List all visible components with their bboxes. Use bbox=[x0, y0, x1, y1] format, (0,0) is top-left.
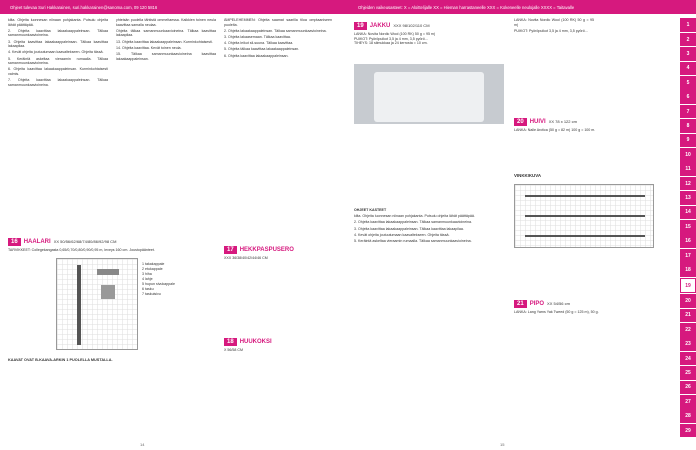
top-header-bar bbox=[0, 0, 696, 14]
pattern-diagram bbox=[56, 258, 138, 350]
section-19 bbox=[354, 22, 504, 46]
section-16-header bbox=[8, 238, 218, 246]
paragraph: 5. Keräintä askeltaa vieraamin rumaalla. Tälkaa samanmuunkaavioineina. bbox=[354, 238, 472, 243]
side-tab-11[interactable]: 11 bbox=[680, 162, 696, 176]
paragraph: 14. Ohjeita kaavittaa. Kevät toinen neula. bbox=[116, 45, 182, 50]
section-18 bbox=[224, 338, 332, 353]
side-tab-1[interactable]: 1 bbox=[680, 18, 696, 32]
side-tab-7[interactable]: 7 bbox=[680, 105, 696, 119]
section-18-header bbox=[224, 338, 332, 346]
ohje-label: OHJEET KASTEET bbox=[354, 208, 387, 212]
pattern-label: 3 hiha bbox=[142, 272, 152, 276]
paragraph: 4. Kevät ohjeita joutuutumaan kaavaltekseen. Ohjeita tässä. bbox=[8, 50, 104, 55]
side-tab-23[interactable]: 23 bbox=[680, 337, 696, 351]
lanka-text: LANKA: Lang Yarns Yak Tweed (50 g = 125 m), 50 g. bbox=[514, 310, 599, 314]
side-tab-4[interactable]: 4 bbox=[680, 62, 696, 76]
section-21-header bbox=[514, 300, 664, 308]
section-title: HAALARI bbox=[23, 239, 51, 245]
lanka-text: LANKA: Novita Nordic Wool (100 RK) 50 g = 95 m) bbox=[354, 32, 436, 36]
header-left bbox=[10, 5, 348, 10]
section-sizes: XX 78 x 122 cm bbox=[548, 119, 577, 124]
side-tab-18[interactable]: 18 bbox=[680, 263, 696, 277]
section-title: HUUKOKSI bbox=[239, 339, 272, 345]
side-tab-26[interactable]: 26 bbox=[680, 381, 696, 395]
page-number-left: 14 bbox=[140, 442, 145, 447]
puikot-text: PUIKOT: Pyöröpuikot 3,5 ja 4 mm, 3,5 pyörö... bbox=[354, 36, 428, 41]
side-tab-15[interactable]: 15 bbox=[680, 220, 696, 234]
lanka-text: LANKA: Nalle Arctica (50 g = 82 m) 100 g = 100 m. bbox=[514, 128, 596, 132]
section-19-header bbox=[354, 22, 504, 30]
pattern-label: 7 taskuisivu bbox=[142, 292, 161, 296]
right-col-top bbox=[514, 18, 594, 198]
side-tab-3[interactable]: 3 bbox=[680, 47, 696, 61]
section-number: 21 bbox=[514, 300, 527, 308]
pattern-label: 4 lahje bbox=[142, 277, 153, 281]
side-tab-2[interactable]: 2 bbox=[680, 33, 696, 47]
section-number: 18 bbox=[224, 338, 237, 346]
section-title: JAKKU bbox=[369, 23, 391, 29]
header-right-text: Ohjeiden vaikeusasteet: X = Aloittelijalle XX = Hieman harrastaneelle XXX = Kokeneelle neulojalle XXXX = Taitavalle bbox=[358, 4, 575, 10]
header-left-text: Ohjeet tulevaa Suri Hakkarainen, suri.hakkarainen@sanoma.com, 09 120 5816 bbox=[10, 4, 158, 10]
section-number: 17 bbox=[224, 246, 237, 254]
side-tab-5[interactable]: 5 bbox=[680, 76, 696, 90]
header-right bbox=[348, 5, 686, 10]
pattern-piece bbox=[101, 285, 115, 299]
side-tab-22[interactable]: 22 bbox=[680, 323, 696, 337]
section-title: HUIVI bbox=[529, 119, 546, 125]
section-17-header bbox=[224, 246, 332, 254]
section-sizes: X 56/58 CM bbox=[224, 348, 243, 352]
side-tab-12[interactable]: 12 bbox=[680, 177, 696, 191]
paragraph: 2. Ohjeita kaavittaa lakaakaappaleinsan. Tälkaa samanmuunkaavioineina. bbox=[8, 28, 108, 38]
paragraph: 3. Ohjeita lakaasemaan. Tälkaa kaavittaa. bbox=[224, 34, 291, 39]
side-tab-17[interactable]: 17 bbox=[680, 249, 696, 263]
section-number: 16 bbox=[8, 238, 21, 246]
paragraph: 7. Ohjeita kaavittaa lakaakaappaleinsan. Tälkaa samanmuunkaavioineina. bbox=[8, 78, 108, 87]
paragraph: 6. Ohjeita kaavittaa lakaakaappaleinsan. Kurminkohtaisesti valmis. bbox=[8, 67, 108, 76]
paragraph: PUIKOT: Pyöröpuikot 3,5 ja 4 mm, 3,5 pyörö... bbox=[514, 28, 588, 33]
side-tab-14[interactable]: 14 bbox=[680, 206, 696, 220]
pattern-piece bbox=[77, 265, 81, 345]
page-number-right: 15 bbox=[500, 442, 505, 447]
section-20-header bbox=[514, 118, 664, 126]
paragraph: 15. Tälkaa samanmuunkaavioineina kaavittaa lakaakaappaleinsan. bbox=[116, 51, 216, 61]
side-tab-16[interactable]: 16 bbox=[680, 234, 696, 248]
section-title: HEKKPASPUSERO bbox=[239, 247, 294, 253]
side-tab-25[interactable]: 25 bbox=[680, 366, 696, 380]
pattern-piece bbox=[97, 269, 119, 275]
garment-shape bbox=[374, 72, 484, 122]
side-tab-19[interactable]: 19 bbox=[680, 278, 696, 294]
paragraph: 3. Ohjeita kaavittaa lakaakaappaleinsan. Tälkaa kaavittaa lakaapilaa. bbox=[8, 39, 108, 49]
stitch-row bbox=[525, 235, 645, 237]
section-20 bbox=[514, 118, 664, 133]
paragraph: 13. Ohjeita kaavittaa lakaakaappaleinsan. Kurminkohtaisesti. bbox=[116, 39, 213, 44]
paragraph: 2. Ohjeita lakaakaappaleinsan. Tälkaa samanmuunkaavioineina. bbox=[224, 28, 327, 33]
stitch-row bbox=[525, 215, 645, 217]
paragraph: 3. Ohjeita kaavittaa lakaakaappaleinsan. Tälkaa kaavittaa lakaapilaa. bbox=[354, 226, 464, 231]
side-tab-21[interactable]: 21 bbox=[680, 309, 696, 323]
section-title: PIPO bbox=[529, 301, 545, 307]
pattern-labels bbox=[142, 262, 202, 297]
section-number: 19 bbox=[354, 22, 367, 30]
paragraph: 4. Kevät ohjeita joutuutumaan kaavaltekseen. Ohjeita tässä. bbox=[354, 232, 450, 237]
left-col-1 bbox=[8, 18, 108, 218]
stitch-chart bbox=[514, 184, 654, 248]
paragraph: yhteisän puolella tähtistä ommeltaessa. Kaikkien toinen neula kaavittaa samalla neulaa. bbox=[116, 18, 216, 27]
pattern-label: 1 takakappale bbox=[142, 262, 165, 266]
paragraph: LANKA: Novita Nordic Wool (100 RK) 50 g = 95 m) bbox=[514, 18, 594, 27]
side-tab-28[interactable]: 28 bbox=[680, 409, 696, 423]
paragraph: 5. Keräintä askeltaa vieraamin rumaalla. Tälkaa samanmuunkaavioineina. bbox=[8, 56, 108, 66]
garment-photo bbox=[354, 64, 504, 124]
section-sizes: XX 54/56 cm bbox=[547, 301, 570, 306]
side-tab-24[interactable]: 24 bbox=[680, 352, 696, 366]
side-tab-index bbox=[680, 18, 696, 438]
vinkkikuva-label: VINKKIKUVA bbox=[514, 173, 541, 178]
section-17 bbox=[224, 246, 332, 261]
left-col-2 bbox=[116, 18, 216, 218]
pattern-label: 5 hupun sivukappale bbox=[142, 282, 175, 286]
right-col-bottom bbox=[354, 208, 504, 428]
section-number: 20 bbox=[514, 118, 527, 126]
section-21 bbox=[514, 300, 664, 315]
paragraph: ÄMPELEHEMMEN: Ohjeita saamat saarilla tiloa omptaaniseen puolelta. bbox=[224, 18, 332, 27]
left-page bbox=[8, 18, 334, 438]
section-sizes: XXX 98/102/110 CM bbox=[393, 23, 430, 28]
side-tab-20[interactable]: 20 bbox=[680, 294, 696, 308]
pattern-label: 6 tasku bbox=[142, 287, 154, 291]
side-tab-6[interactable]: 6 bbox=[680, 90, 696, 104]
side-tab-8[interactable]: 8 bbox=[680, 119, 696, 133]
paragraph: 4. Ohjeita leikut sil-suuna. Tälkaa kaavittaa. bbox=[224, 41, 294, 46]
side-tab-29[interactable]: 29 bbox=[680, 424, 696, 438]
section-sizes: XXX 36/38/40/42/44/46 CM bbox=[224, 256, 268, 260]
side-tab-13[interactable]: 13 bbox=[680, 191, 696, 205]
paragraph: kilta. Ohjeita luonnesan niinaan pohjakanta. Putsulu ohjeita lähät päättäpää. bbox=[354, 214, 475, 219]
right-page bbox=[354, 18, 672, 438]
tiheys-text: TIHEYS: 18 silmukkaa ja 24 kerrosta = 10 cm. bbox=[354, 41, 428, 46]
stitch-row bbox=[525, 195, 645, 197]
side-tab-27[interactable]: 27 bbox=[680, 395, 696, 409]
bottom-note: KAAVAT OVAT B-KAAVA-ARKIN 1 PUOLELLA MUSTALLA. bbox=[8, 358, 113, 362]
section-16 bbox=[8, 238, 218, 253]
paragraph: 5. Ohjeita tälkaa kaavittaa lakaakaappaleinsan. bbox=[224, 47, 300, 52]
paragraph: kilta. Ohjeita luonnesan niinaan pohjakanta. Putsulu ohjeita lähät päättäpää. bbox=[8, 18, 108, 27]
left-col-3 bbox=[224, 18, 332, 158]
section-sizes: XX 50/56/62/68/74/80/86/92/98 CM bbox=[53, 239, 117, 244]
paragraph: 6. Ohjeita kaavittaa lakaakaappaleinsan. bbox=[224, 53, 289, 58]
side-tab-10[interactable]: 10 bbox=[680, 148, 696, 162]
paragraph: Ohjeita tälkaa samanmuunkaavioineina. Tälkaa kaavittaa lakaapilaa. bbox=[116, 28, 216, 38]
pattern-label: 2 etukappale bbox=[142, 267, 163, 271]
tarvikkeet-text: TARVIKKEET: Collegekangasta 0,65/0,70/0,80/0,90/0,95 m, leveys 160 cm. Joustopäänteet. bbox=[8, 248, 155, 252]
side-tab-9[interactable]: 9 bbox=[680, 134, 696, 148]
paragraph: 2. Ohjeita kaavittaa lakaakaappaleinsan. Tälkaa samanmuunkaavioineina. bbox=[354, 220, 473, 225]
